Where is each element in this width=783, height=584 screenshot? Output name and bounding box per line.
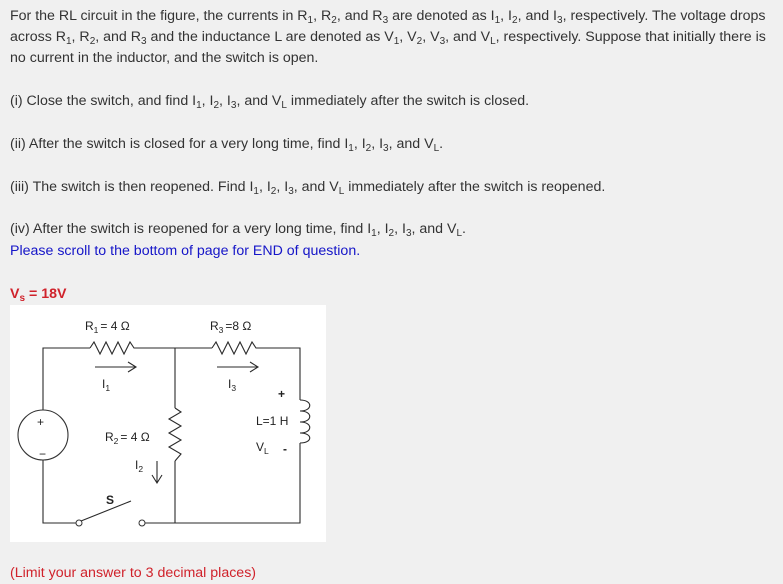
current-i2-arrow [152,461,162,483]
current-i1-arrow [95,362,136,372]
circuit-figure [10,305,326,542]
resistor-r1 [90,342,138,354]
current-i3-arrow [217,362,258,372]
question-2: (ii) After the switch is closed for a very long time, find $I_1$, $I_2$, $I_3$, and $V_L$. [10,136,444,154]
question-3: (iii) The switch is then reopened. Find $I_1$, $I_2$, $I_3$, and $V_L$ immediately after the switch is reopened. [10,179,606,197]
circuit-diagram [10,305,326,542]
inductor-label: L=1 H [256,414,289,428]
wire-left-bottom [43,460,76,523]
source-voltage-label: $V_s = 18V$ [10,286,67,304]
resistor-r3 [212,342,260,354]
vl-plus-sign: + [278,387,286,401]
problem-intro: For the RL circuit in the figure, the currents in $R_1$, $R_2$, and $R_3$ are denoted as $I_1$, $I_2$, and $I_3$, respectively. The voltage drops across $R_1$, $R_2$, and $R_3$ and the inductance L are denoted as $V_1$, $V_2$, $V_3$, and $V_L$, respectively. Suppose that initially there is no current in the inductor, and the switch is open. [10,8,766,66]
source-plus-sign: + [37,415,45,429]
i2-label: $I_2$ [135,458,144,474]
question-4: (iv) After the switch is reopened for a very long time, find $I_1$, $I_2$, $I_3$, and $V_L$. [10,221,466,239]
r2-label: $R_2 = 4$ Ω [105,430,150,446]
vl-minus-sign: - [283,442,287,456]
scroll-note: Please scroll to the bottom of page for END of question. [10,243,361,259]
inductor-coil [300,400,310,443]
r3-label: $R_3 =8$ Ω [210,319,252,335]
source-minus-sign: − [39,447,47,461]
wire-right-bottom [175,443,300,523]
question-1: (i) Close the switch, and find $I_1$, $I_2$, $I_3$, and $V_L$ immediately after the switch is closed. [10,93,530,111]
limit-note: (Limit your answer to 3 decimal places) [10,565,257,581]
i1-label: $I_1$ [102,377,111,393]
r1-label: $R_1 = 4$ Ω [85,319,130,335]
vl-label: $V_L$ [256,440,269,456]
i3-label: $I_3$ [228,377,237,393]
switch-right-terminal [139,520,145,526]
resistor-r2 [169,408,181,461]
wire-top-left [43,348,90,410]
switch-label: S [106,493,115,507]
